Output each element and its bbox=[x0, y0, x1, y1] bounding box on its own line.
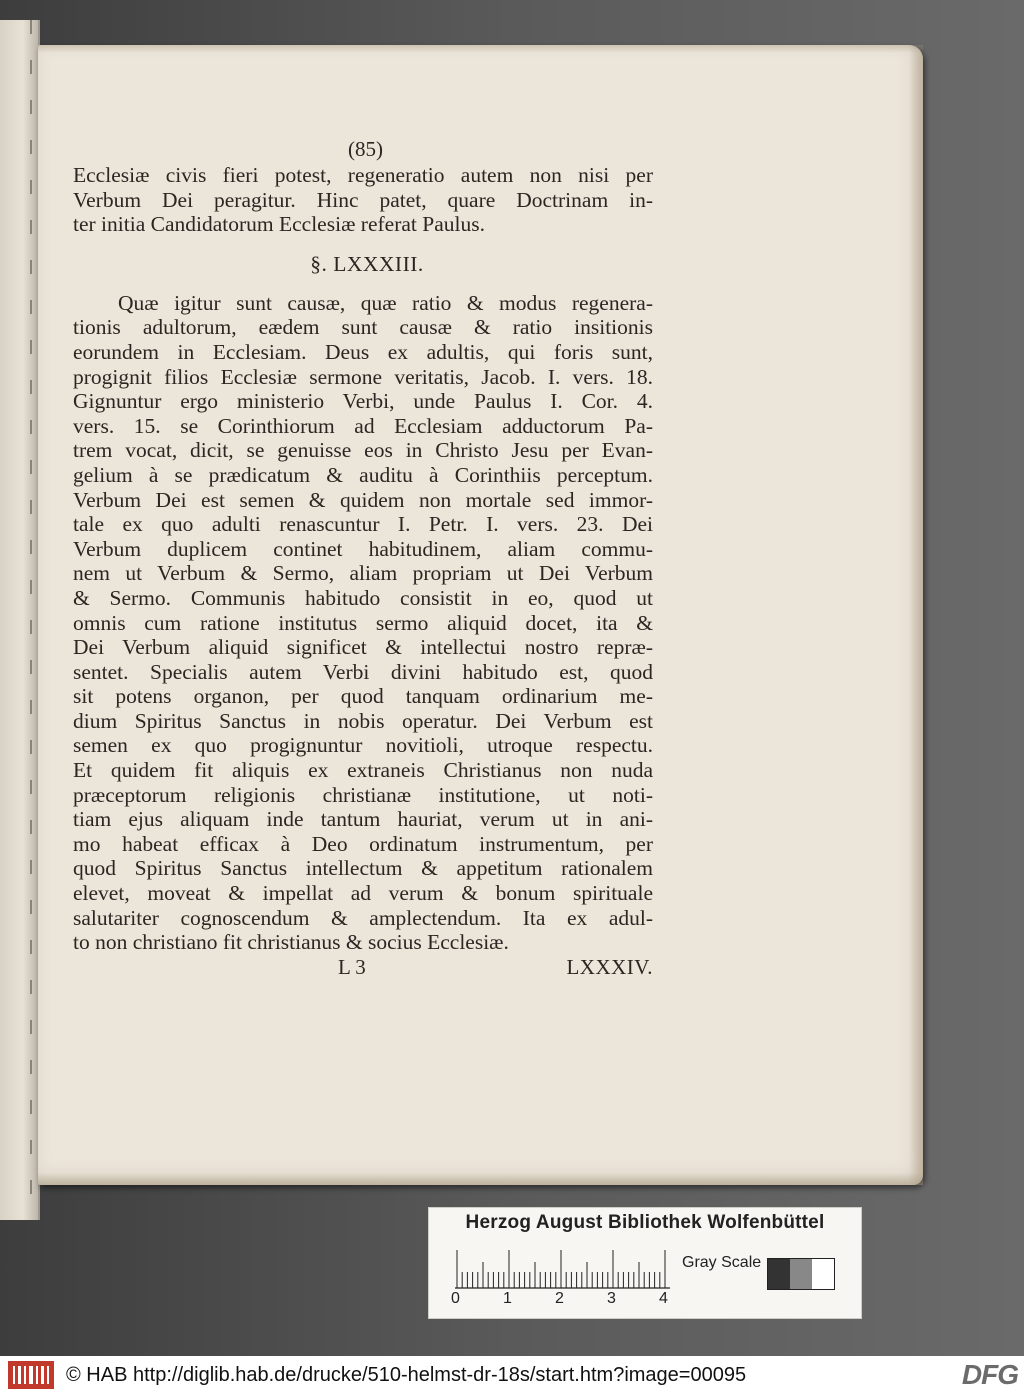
page-number: (85) bbox=[348, 137, 383, 161]
text-line: Gignuntur ergo ministerio Verbi, unde Paulus I. Cor. 4. bbox=[73, 389, 653, 414]
section-heading: §. LXXXIII. bbox=[310, 251, 424, 276]
text-line: sentet. Specialis autem Verbi divini habitudo est, quod bbox=[73, 659, 653, 684]
text-line: to non christiano fit christianus & socius Ecclesiæ. bbox=[73, 930, 509, 955]
gray-swatch-dark bbox=[768, 1259, 790, 1289]
previous-page-edge bbox=[0, 20, 40, 1220]
credit-url: © HAB http://diglib.hab.de/drucke/510-helmst-dr-18s/start.htm?image=00095 bbox=[66, 1363, 747, 1386]
ruler-label: 3 bbox=[607, 1290, 616, 1307]
gray-swatch-light bbox=[812, 1259, 834, 1289]
ruler-label: 0 bbox=[451, 1290, 460, 1307]
text-line: semen ex quo progignuntur novitioli, utroque respectu. bbox=[73, 733, 653, 758]
gray-scale-swatch bbox=[767, 1258, 835, 1290]
text-line: tionis adultorum, eædem sunt causæ & ratio insitionis bbox=[73, 315, 653, 340]
ruler-label: 1 bbox=[503, 1290, 512, 1307]
text-line: nem ut Verbum & Sermo, aliam propriam ut Dei Verbum bbox=[73, 561, 653, 586]
ruler-labels bbox=[449, 1290, 689, 1312]
signature-mark: L 3 bbox=[338, 955, 366, 979]
text-line: gelium à se prædicatum & auditu à Corinthiis perceptum. bbox=[73, 462, 653, 487]
library-name: Herzog August Bibliothek Wolfenbüttel bbox=[465, 1212, 825, 1233]
text-line: vers. 15. se Corinthiorum ad Ecclesiam adductorum Pa- bbox=[73, 413, 653, 438]
ruler-label: 4 bbox=[659, 1290, 668, 1307]
text-line: Ecclesiæ civis fieri potest, regeneratio autem non nisi per bbox=[73, 163, 653, 187]
book-page bbox=[38, 45, 923, 1185]
text-line: mo habeat efficax à Deo ordinatum instrumentum, per bbox=[73, 831, 653, 856]
text-line: elevet, moveat & impellat ad verum & bonum spirituale bbox=[73, 881, 653, 906]
text-line: Verbum duplicem continet habitudinem, aliam commu- bbox=[73, 536, 653, 561]
text-line: & Sermo. Communis habitudo consistit in eo, quod ut bbox=[73, 585, 653, 610]
text-line: Et quidem fit aliquis ex extraneis Christianus non nuda bbox=[73, 758, 653, 783]
ruler-icon bbox=[455, 1248, 670, 1290]
ruler-label: 2 bbox=[555, 1290, 564, 1307]
text-line: ter initia Candidatorum Ecclesiæ referat Paulus. bbox=[73, 212, 485, 237]
footer-bar bbox=[0, 1356, 1024, 1394]
gray-swatch-mid bbox=[790, 1259, 812, 1289]
text-line: eorundem in Ecclesiam. Deus ex adultis, qui foris sunt, bbox=[73, 339, 653, 364]
text-line: sit potens organon, per quod tanquam ordinarium me- bbox=[73, 684, 653, 709]
text-line: Quæ igitur sunt causæ, quæ ratio & modus regenera- bbox=[118, 290, 653, 315]
text-block bbox=[73, 163, 653, 955]
reference-card bbox=[428, 1207, 862, 1319]
text-line: præceptorum religionis christianæ institutione, ut noti- bbox=[73, 782, 653, 807]
text-line: omnis cum ratione institutus sermo aliquid docet, ita & bbox=[73, 610, 653, 635]
text-line: Dei Verbum aliquid significet & intellectui nostro repræ- bbox=[73, 635, 653, 660]
text-line: trem vocat, dicit, se genuisse eos in Christo Jesu per Evan- bbox=[73, 438, 653, 463]
text-line: dium Spiritus Sanctus in nobis operatur. Dei Verbum est bbox=[73, 708, 653, 733]
gray-scale-label: Gray Scale bbox=[682, 1254, 762, 1271]
page-foot bbox=[73, 955, 653, 985]
text-line: Verbum Dei est semen & quidem non mortale sed immor- bbox=[73, 487, 653, 512]
text-line: Verbum Dei peragitur. Hinc patet, quare Doctrinam in- bbox=[73, 187, 653, 212]
text-line: quod Spiritus Sanctus intellectum & appetitum rationalem bbox=[73, 856, 653, 881]
text-line: tiam ejus aliquam inde tantum hauriat, verum ut in ani- bbox=[73, 807, 653, 832]
text-line: progignit filios Ecclesiæ sermone veritatis, Jacob. I. vers. 18. bbox=[73, 364, 653, 389]
dfg-logo: DFG bbox=[961, 1359, 1018, 1390]
hab-barcode-logo-icon bbox=[8, 1361, 54, 1389]
text-line: tale ex quo adulti renascuntur I. Petr. I. vers. 23. Dei bbox=[73, 512, 653, 537]
catchword: LXXXIV. bbox=[566, 955, 653, 979]
text-line: salutariter cognoscendum & amplectendum. Ita ex adul- bbox=[73, 905, 653, 930]
